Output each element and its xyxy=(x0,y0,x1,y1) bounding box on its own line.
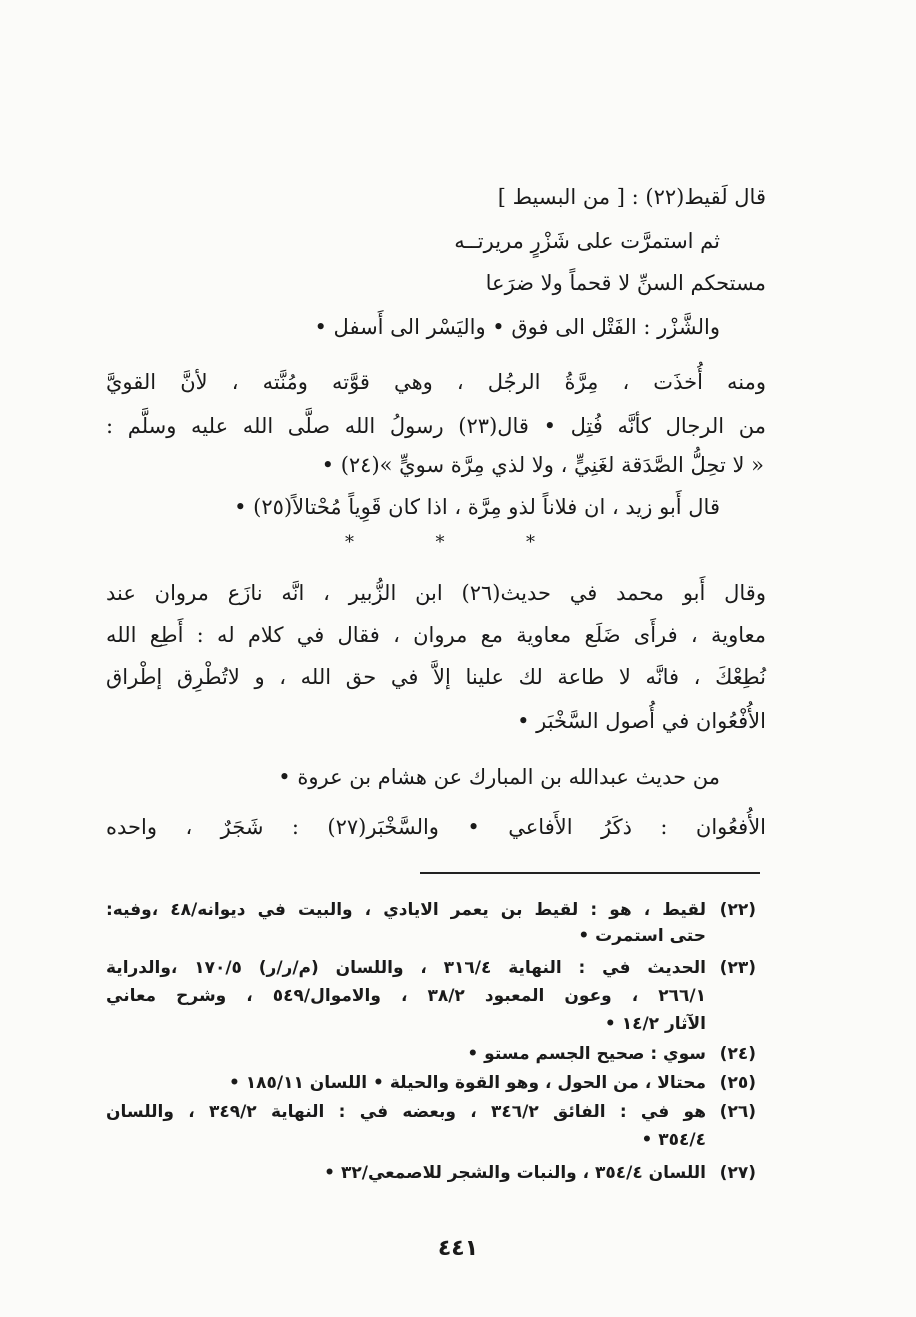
footnote-text: حتى استمرت • xyxy=(578,926,706,946)
footnote-text: الآثار ١٤/٢ • xyxy=(604,1014,706,1034)
footnote-number: (٢٥) xyxy=(719,1073,756,1093)
body-line: الأُفعُوان : ذكَرُ الأَفاعي • والسَّخْبَر(٢٧) : شَجَرٌ ، واحده xyxy=(106,815,767,839)
poem-intro-line: قال لَقيط(٢٢) : [ من البسيط ] xyxy=(497,185,766,209)
body-line: نُطِعْكَ ، فانَّه لا طاعة لك علينا إلاَّ في حق الله ، و لاتُطْرِق إطْراق xyxy=(106,665,766,689)
footnote-separator xyxy=(420,872,760,874)
footnote-text: لقيط ، هو : لقيط بن يعمر الايادي ، والبيت في ديوانه/٤٨ ،وفيه: xyxy=(106,900,706,920)
hadith-quote-line: « لا تحِلُّ الصَّدَقة لغَنِيٍّ ، ولا لذي مِرَّة سويٍّ »(٢٤) • xyxy=(321,453,764,477)
star-glyph: * xyxy=(526,532,535,553)
footnote-text: هو في : الفائق ٣٤٦/٢ ، وبعضه في : النهاية ٣٤٩/٢ ، واللسان xyxy=(106,1102,706,1122)
footnote-number: (٢٢) xyxy=(719,900,756,920)
star-glyph: * xyxy=(345,532,354,553)
body-line: والشَّزْر : الفَتْل الى فوق • واليَسْر الى أَسفل • xyxy=(314,315,720,339)
body-line: الأُفْعُوان في أُصول السَّخْبَر • xyxy=(517,709,766,733)
body-line: ومنه أُخذَت ، مِرَّةُ الرجُل ، وهي قوَّته ومُنَّته ، لأنَّ القويَّ xyxy=(106,370,766,394)
footnote-number: (٢٦) xyxy=(719,1102,756,1122)
body-line: وقال أَبو محمد في حديث(٢٦) ابن الزُّبير ، انَّه نازَع مروان عند xyxy=(106,581,766,605)
page-number: ٤٤١ xyxy=(437,1236,479,1261)
body-line: قال أَبو زيد ، ان فلاناً لذو مِرَّة ، اذا كان قَوِياً مُحْتالاً(٢٥) • xyxy=(234,495,720,519)
footnote-text: سوي : صحيح الجسم مستو • xyxy=(467,1044,706,1064)
star-glyph: * xyxy=(435,532,445,553)
footnote-text: اللسان ٣٥٤/٤ ، والنبات والشجر للاصمعي/٣٢ • xyxy=(324,1163,706,1183)
verse-second-hemistich: مستحكم السنِّ لا قحماً ولا ضرَعا xyxy=(485,271,766,295)
body-line: من حديث عبدالله بن المبارك عن هشام بن عروة • xyxy=(278,765,720,789)
footnote-text: ٢٦٦/١ ، وعون المعبود ٣٨/٢ ، والاموال/٥٤٩ ، وشرح معاني xyxy=(106,986,706,1006)
footnote-text: الحديث في : النهاية ٣١٦/٤ ، واللسان (م/ر/ر) ١٧٠/٥ ،والدراية xyxy=(106,958,707,978)
body-line: معاوية ، فرأَى ضَلَع معاوية مع مروان ، فقال في كلام له : أَطِع الله xyxy=(106,623,766,647)
footnote-number: (٢٧) xyxy=(719,1163,756,1183)
body-line: من الرجال كأنَّه فُتِل • قال(٢٣) رسولُ الله صلَّى الله عليه وسلَّم : xyxy=(106,414,766,438)
footnote-text: ٣٥٤/٤ • xyxy=(641,1130,706,1150)
verse-first-hemistich: ثم استمرَّت على شَزْرٍ مريرتــه xyxy=(454,229,720,253)
footnote-number: (٢٣) xyxy=(719,958,756,978)
footnote-text: محتالا ، من الحول ، وهو القوة والحيلة • اللسان ١٨٥/١١ • xyxy=(228,1073,706,1093)
section-divider-stars xyxy=(345,532,535,553)
footnote-number: (٢٤) xyxy=(719,1044,756,1064)
